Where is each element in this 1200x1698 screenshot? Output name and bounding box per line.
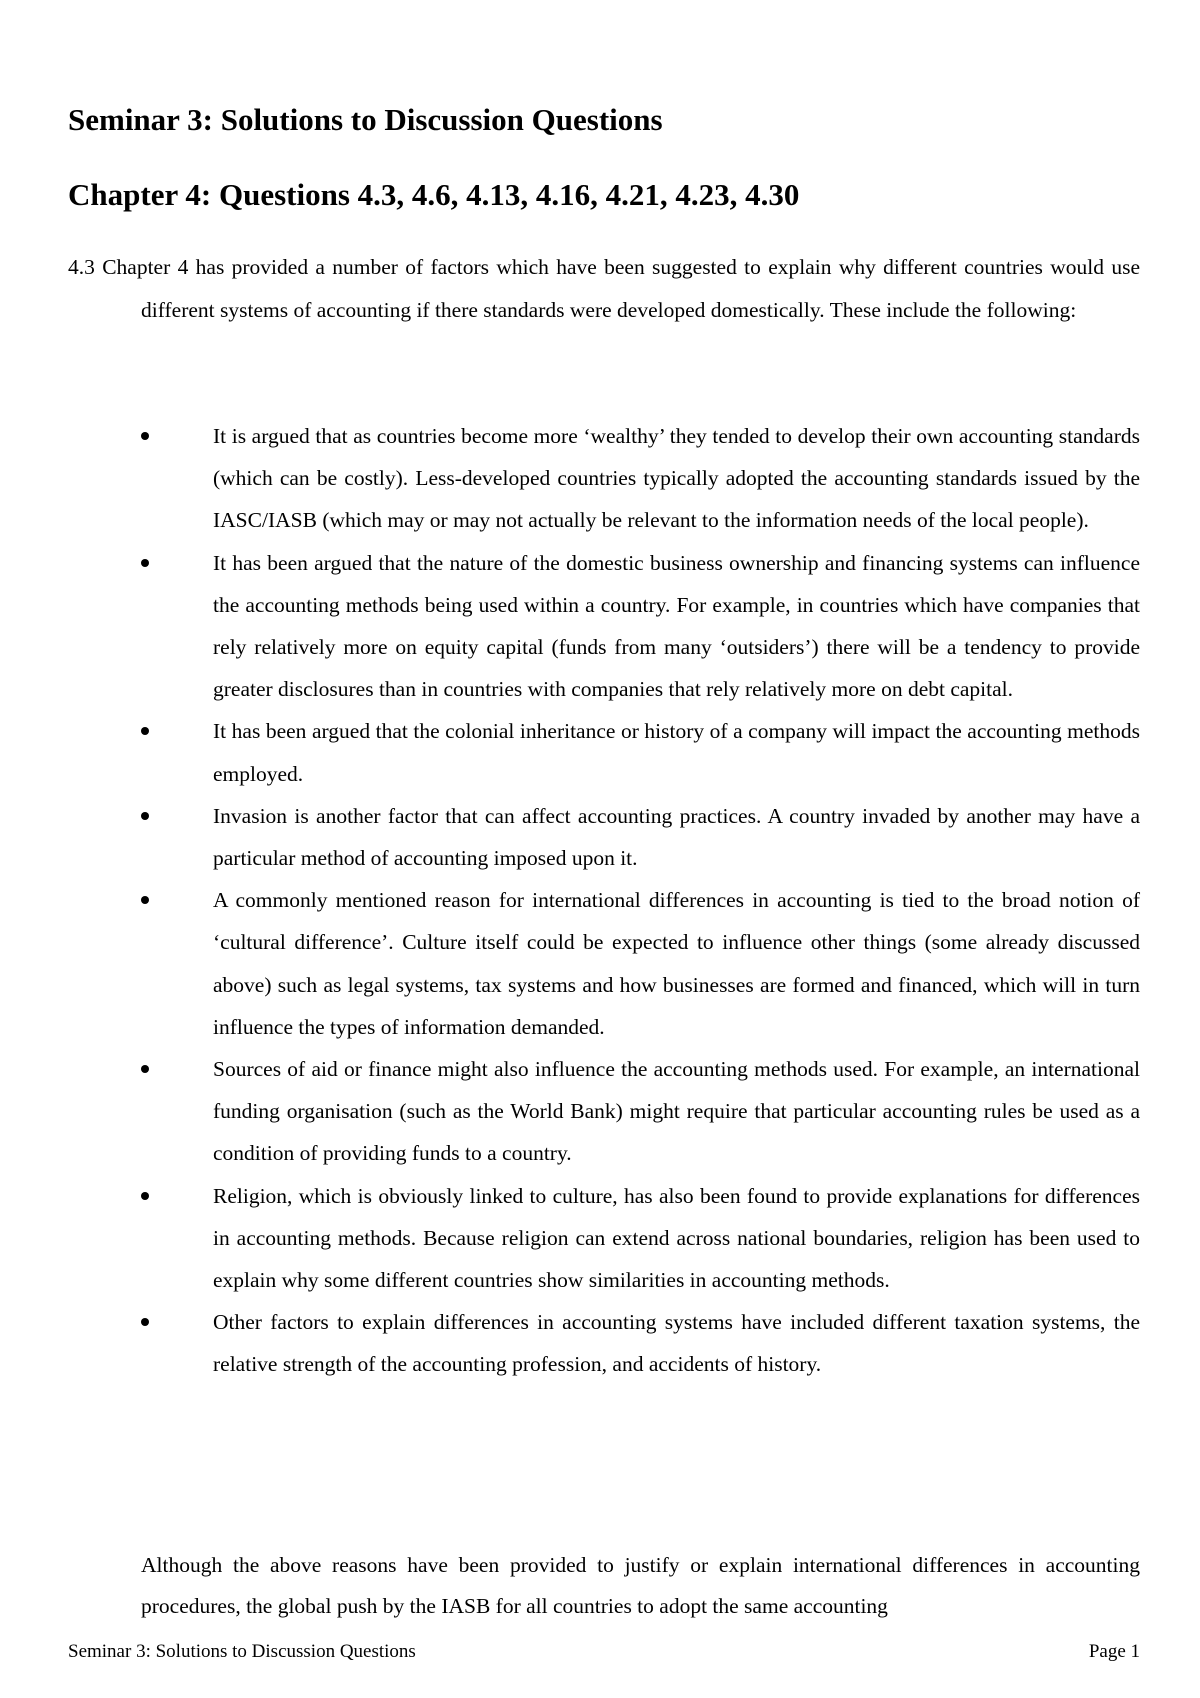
chapter-heading: Chapter 4: Questions 4.3, 4.6, 4.13, 4.16, 4.21, 4.23, 4.30: [68, 177, 800, 212]
list-item-text: It is argued that as countries become more ‘wealthy’ they tended to develop their own accounting standards (which can be costly). Less-developed countries typically adopted the accounting standards issued by the IASC/IASB (which may or may not actually be relevant to the information needs of the local people).: [213, 424, 1140, 533]
bullet-icon: [141, 812, 149, 820]
list-item: [0, 795, 1200, 879]
list-item: [0, 542, 1200, 711]
list-item: [0, 710, 1200, 794]
list-item: [0, 1301, 1200, 1385]
bullet-icon: [141, 727, 149, 735]
list-item-text: Invasion is another factor that can affect accounting practices. A country invaded by another may have a particular method of accounting imposed upon it.: [213, 803, 1140, 871]
factor-list: [0, 415, 1200, 1386]
list-item-text: Other factors to explain differences in accounting systems have included different taxation systems, the relative strength of the accounting profession, and accidents of history.: [213, 1310, 1140, 1377]
list-item-text: It has been argued that the colonial inheritance or history of a company will impact the accounting methods employed.: [213, 719, 1140, 786]
page-number: Page 1: [1088, 1641, 1140, 1662]
closing-paragraph: Although the above reasons have been provided to justify or explain international differences in accounting procedures, the global push by the IASB for all countries to adopt the same accounting: [141, 1553, 1140, 1618]
list-item: [0, 415, 1200, 542]
list-item-text: A commonly mentioned reason for international differences in accounting is tied to the broad notion of ‘cultural difference’. Culture itself could be expected to influence other things (some already discussed above) such as legal systems, tax systems and how businesses are formed and financed, which will in turn influence the types of information demanded.: [213, 888, 1140, 1039]
list-item-text: It has been argued that the nature of the domestic business ownership and financing systems can influence the accounting methods being used within a country. For example, in countries which have companies that rely relatively more on equity capital (funds from many ‘outsiders’) there will be a tendency to provide greater disclosures than in countries with companies that rely relatively more on debt capital.: [213, 550, 1140, 702]
bullet-icon: [141, 1065, 149, 1073]
bullet-icon: [141, 1192, 149, 1200]
list-item-text: Sources of aid or finance might also influence the accounting methods used. For example, an international funding organisation (such as the World Bank) might require that particular accounting rules be used as a condition of providing funds to a country.: [213, 1057, 1140, 1166]
bullet-icon: [141, 559, 149, 567]
list-item-text: Religion, which is obviously linked to culture, has also been found to provide explanations for differences in accounting methods. Because religion can extend across national boundaries, religion has been used to explain why some different countries show similarities in accounting methods.: [213, 1183, 1140, 1293]
footer-title: Seminar 3: Solutions to Discussion Questions: [68, 1641, 416, 1662]
document-title: Seminar 3: Solutions to Discussion Questions: [68, 102, 663, 137]
question-4-3-intro: 4.3 Chapter 4 has provided a number of factors which have been suggested to explain why different countries would use different systems of accounting if there standards were developed domestically. These include the following:: [68, 255, 1140, 322]
list-item: [0, 1175, 1200, 1302]
list-item: [0, 879, 1200, 1048]
bullet-icon: [141, 896, 149, 904]
bullet-icon: [141, 432, 149, 440]
bullet-icon: [141, 1318, 149, 1326]
list-item: [0, 1048, 1200, 1175]
